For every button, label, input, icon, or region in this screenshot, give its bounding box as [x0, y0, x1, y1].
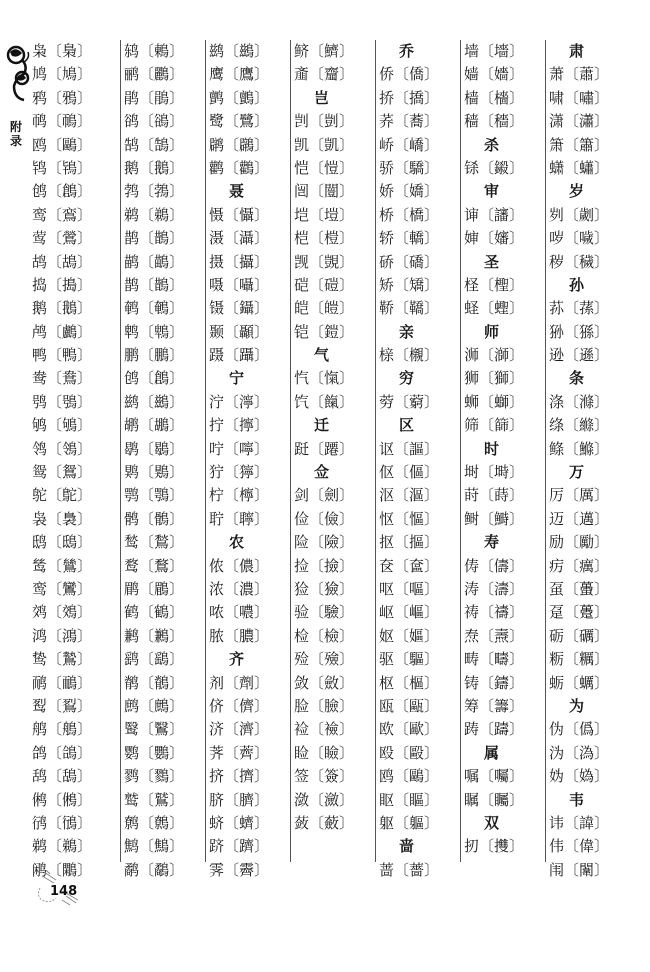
- character-entry: 嗫〔囁〕: [209, 275, 270, 294]
- character-entry: 伛〔傴〕: [379, 463, 440, 482]
- character-entry: 鲥〔鰣〕: [464, 509, 525, 528]
- decorative-scroll-ornament-icon: [4, 44, 34, 106]
- character-entry: 鸮〔鴞〕: [32, 392, 93, 411]
- character-entry: 蹑〔躡〕: [209, 346, 270, 365]
- character-entry: 鹦〔鸚〕: [124, 743, 185, 762]
- character-entry: 侨〔僑〕: [379, 65, 440, 84]
- character-entry: 枢〔樞〕: [379, 673, 440, 692]
- character-entry: 签〔簽〕: [294, 767, 355, 786]
- character-entry: 欧〔歐〕: [379, 720, 440, 739]
- character-entry: 鹎〔鵯〕: [124, 322, 185, 341]
- character-entry: 铩〔鎩〕: [464, 158, 525, 177]
- character-entry: 莺〔鶯〕: [32, 229, 93, 248]
- character-table: [32, 40, 630, 879]
- page-number: 148: [50, 884, 78, 899]
- character-entry: 桤〔榿〕: [294, 229, 355, 248]
- column-7: [545, 40, 630, 879]
- character-entry: 鹭〔鷺〕: [209, 112, 270, 131]
- character-entry: 觊〔覬〕: [294, 252, 355, 271]
- character-entry: 鹡〔鶺〕: [124, 673, 185, 692]
- character-entry: 凯〔凱〕: [294, 135, 355, 154]
- component-heading: 属: [484, 743, 500, 762]
- character-entry: 闱〔闈〕: [549, 860, 610, 879]
- character-entry: 蟏〔蠨〕: [549, 158, 610, 177]
- character-entry: 萧〔蕭〕: [549, 65, 610, 84]
- character-entry: 鹖〔鶡〕: [124, 439, 185, 458]
- character-entry: 鸨〔鴇〕: [32, 158, 93, 177]
- character-entry: 鹥〔鷖〕: [124, 720, 185, 739]
- character-entry: 鹈〔鵜〕: [124, 205, 185, 224]
- character-entry: 鹯〔鸇〕: [209, 88, 270, 107]
- component-heading: 迁: [314, 416, 330, 435]
- component-heading: 农: [229, 533, 245, 552]
- character-entry: 迈〔邁〕: [549, 509, 610, 528]
- character-entry: 鸰〔鴒〕: [32, 439, 93, 458]
- character-entry: 忾〔愾〕: [294, 369, 355, 388]
- character-entry: 跻〔躋〕: [209, 837, 270, 856]
- character-entry: 哕〔噦〕: [549, 229, 610, 248]
- character-entry: 鹧〔鷓〕: [124, 696, 185, 715]
- component-heading: 双: [484, 813, 500, 832]
- character-entry: 浉〔溮〕: [464, 346, 525, 365]
- character-entry: 裣〔襝〕: [294, 720, 355, 739]
- column-4: [290, 40, 375, 862]
- character-entry: 脐〔臍〕: [209, 790, 270, 809]
- character-entry: 慑〔懾〕: [209, 205, 270, 224]
- character-entry: 聍〔聹〕: [209, 509, 270, 528]
- character-entry: 鹬〔鷸〕: [124, 860, 185, 879]
- character-entry: 拧〔擰〕: [209, 416, 270, 435]
- character-entry: 鹅〔鵝〕: [124, 158, 185, 177]
- character-entry: 闿〔闓〕: [294, 182, 355, 201]
- character-entry: 荪〔蓀〕: [549, 299, 610, 318]
- component-heading: 审: [484, 182, 500, 201]
- component-heading: 区: [399, 416, 415, 435]
- character-entry: 奁〔奩〕: [379, 556, 440, 575]
- character-entry: 嘱〔囑〕: [464, 767, 525, 786]
- component-heading: 肃: [569, 42, 585, 60]
- character-entry: 狞〔獰〕: [209, 463, 270, 482]
- column-2: [120, 40, 205, 879]
- character-entry: 蛳〔螄〕: [464, 392, 525, 411]
- character-entry: 剑〔劍〕: [294, 486, 355, 505]
- character-entry: 袅〔裊〕: [32, 509, 93, 528]
- character-entry: 骄〔驕〕: [379, 158, 440, 177]
- character-entry: 鸻〔鴴〕: [32, 813, 93, 832]
- character-entry: 滠〔灄〕: [209, 229, 270, 248]
- character-entry: 鹚〔鷀〕: [124, 392, 185, 411]
- character-entry: 侪〔儕〕: [209, 696, 270, 715]
- character-entry: 鸥〔鷗〕: [32, 135, 93, 154]
- component-heading: 宁: [229, 369, 245, 388]
- character-entry: 鲚〔鱭〕: [294, 42, 355, 60]
- character-entry: 鸼〔鵃〕: [32, 720, 93, 739]
- column-1: [32, 40, 120, 879]
- character-entry: 险〔險〕: [294, 533, 355, 552]
- character-entry: 蛴〔蠐〕: [209, 813, 270, 832]
- component-heading: 佥: [314, 463, 330, 482]
- character-entry: 讳〔諱〕: [549, 813, 610, 832]
- character-entry: 鹤〔鶴〕: [124, 603, 185, 622]
- character-entry: 泞〔濘〕: [209, 392, 270, 411]
- component-heading: 亲: [399, 322, 415, 341]
- character-entry: 脸〔臉〕: [294, 696, 355, 715]
- character-entry: 霁〔霽〕: [209, 860, 270, 879]
- character-entry: 殓〔殮〕: [294, 650, 355, 669]
- character-entry: 筛〔篩〕: [464, 416, 525, 435]
- character-entry: 沤〔漚〕: [379, 486, 440, 505]
- character-entry: 鸥〔鷗〕: [379, 767, 440, 786]
- character-entry: 硚〔礄〕: [379, 252, 440, 271]
- component-heading: 杀: [484, 135, 500, 154]
- character-entry: 鸳〔鴛〕: [32, 463, 93, 482]
- character-entry: 鸾〔鵉〕: [32, 205, 93, 224]
- character-entry: 鹊〔鵲〕: [124, 229, 185, 248]
- character-entry: 鹚〔鷀〕: [209, 42, 270, 60]
- character-entry: 趸〔躉〕: [549, 603, 610, 622]
- character-entry: 莳〔蒔〕: [464, 486, 525, 505]
- character-entry: 伟〔偉〕: [549, 837, 610, 856]
- character-entry: 抠〔摳〕: [379, 533, 440, 552]
- character-entry: 鲦〔鰷〕: [549, 439, 610, 458]
- character-entry: 䴗〔鶪〕: [124, 463, 185, 482]
- character-entry: 刿〔劌〕: [549, 205, 610, 224]
- character-entry: 疠〔癘〕: [549, 556, 610, 575]
- character-entry: 颞〔顳〕: [209, 322, 270, 341]
- character-entry: 矫〔矯〕: [379, 275, 440, 294]
- character-entry: 踌〔躊〕: [464, 720, 525, 739]
- character-entry: 砺〔礪〕: [549, 626, 610, 645]
- appendix-side-label: 附录: [10, 120, 23, 148]
- character-entry: 俭〔儉〕: [294, 509, 355, 528]
- character-entry: 鸫〔鶇〕: [124, 42, 185, 60]
- component-heading: 气: [314, 346, 330, 365]
- character-entry: 鹛〔鶥〕: [124, 579, 185, 598]
- character-entry: 穑〔穡〕: [464, 112, 525, 131]
- character-entry: 鸧〔鶬〕: [124, 369, 185, 388]
- character-entry: 蛎〔蠣〕: [549, 673, 610, 692]
- component-heading: 齐: [229, 650, 245, 669]
- character-entry: 鸬〔鸕〕: [32, 322, 93, 341]
- character-entry: 侬〔儂〕: [209, 556, 270, 575]
- component-heading: 师: [484, 322, 500, 341]
- character-entry: 鹂〔鸝〕: [124, 65, 185, 84]
- character-entry: 狮〔獅〕: [464, 369, 525, 388]
- character-entry: 鹞〔鷂〕: [124, 650, 185, 669]
- character-entry: 鹋〔鶓〕: [124, 252, 185, 271]
- column-6: [460, 40, 545, 862]
- character-entry: 浓〔濃〕: [209, 579, 270, 598]
- character-entry: 鸯〔鴦〕: [32, 369, 93, 388]
- character-entry: 鹗〔鶚〕: [124, 486, 185, 505]
- character-entry: 俦〔儔〕: [464, 556, 525, 575]
- character-entry: 狲〔猻〕: [549, 322, 610, 341]
- character-entry: 鹫〔鷲〕: [124, 790, 185, 809]
- character-entry: 硙〔磑〕: [294, 275, 355, 294]
- character-entry: 鹜〔鶩〕: [124, 556, 185, 575]
- component-heading: 穷: [399, 369, 415, 388]
- component-heading: 万: [569, 463, 585, 482]
- character-entry: 鸲〔鴝〕: [32, 416, 93, 435]
- character-entry: 睑〔瞼〕: [294, 743, 355, 762]
- character-entry: 䴕〔鴷〕: [32, 696, 93, 715]
- character-entry: 铠〔鎧〕: [294, 322, 355, 341]
- character-entry: 涤〔滌〕: [549, 392, 610, 411]
- character-entry: 鹪〔鷦〕: [124, 837, 185, 856]
- character-entry: 鸺〔鵂〕: [32, 790, 93, 809]
- column-3: [205, 40, 290, 879]
- character-entry: 皑〔皚〕: [294, 299, 355, 318]
- character-entry: 轿〔轎〕: [379, 229, 440, 248]
- component-heading: 寿: [484, 533, 500, 552]
- character-entry: 䴓〔鳾〕: [32, 112, 93, 131]
- character-entry: 剂〔劑〕: [209, 673, 270, 692]
- component-heading: 岁: [569, 182, 585, 201]
- character-entry: 埘〔塒〕: [464, 463, 525, 482]
- component-heading: 韦: [569, 790, 585, 809]
- character-entry: 鹣〔鶼〕: [124, 626, 185, 645]
- character-entry: 鸱〔鴟〕: [32, 533, 93, 552]
- character-entry: 验〔驗〕: [294, 603, 355, 622]
- character-entry: 岖〔嶇〕: [379, 603, 440, 622]
- component-heading: 为: [569, 696, 585, 715]
- character-entry: 筹〔籌〕: [464, 696, 525, 715]
- character-entry: 䓖〔藭〕: [379, 392, 440, 411]
- character-entry: 济〔濟〕: [209, 720, 270, 739]
- character-entry: 瞩〔矚〕: [464, 790, 525, 809]
- character-entry: 剀〔剴〕: [294, 112, 355, 131]
- character-entry: 沩〔溈〕: [549, 743, 610, 762]
- character-entry: 蛏〔蟶〕: [464, 299, 525, 318]
- character-entry: 潇〔瀟〕: [549, 112, 610, 131]
- character-entry: 妫〔媯〕: [549, 767, 610, 786]
- character-entry: 瓯〔甌〕: [379, 696, 440, 715]
- character-entry: 婶〔嬸〕: [464, 229, 525, 248]
- character-entry: 鹨〔鷚〕: [124, 767, 185, 786]
- character-entry: 啸〔嘯〕: [549, 88, 610, 107]
- character-entry: 扨〔㩳〕: [464, 837, 525, 856]
- character-entry: 嫱〔嬙〕: [464, 65, 525, 84]
- character-entry: 虿〔蠆〕: [549, 579, 610, 598]
- character-entry: 䴙〔鸊〕: [209, 135, 270, 154]
- character-entry: 荠〔薺〕: [209, 743, 270, 762]
- character-entry: 饩〔餼〕: [294, 392, 355, 411]
- character-entry: 蔹〔蘞〕: [294, 813, 355, 832]
- component-heading: 孙: [569, 275, 585, 294]
- character-entry: 镊〔鑷〕: [209, 299, 270, 318]
- character-entry: 箫〔簫〕: [549, 135, 610, 154]
- character-entry: 鸪〔鴣〕: [32, 252, 93, 271]
- character-entry: 猃〔獫〕: [294, 579, 355, 598]
- component-heading: 岂: [314, 88, 330, 107]
- character-entry: 鹄〔鵠〕: [124, 135, 185, 154]
- character-entry: 厉〔厲〕: [549, 486, 610, 505]
- character-entry: 垲〔塏〕: [294, 205, 355, 224]
- character-entry: 鹊〔鵲〕: [124, 275, 185, 294]
- character-entry: 怄〔慪〕: [379, 509, 440, 528]
- component-heading: 圣: [484, 252, 500, 271]
- character-entry: 鸶〔鷥〕: [32, 556, 93, 575]
- character-entry: 鹆〔鵒〕: [124, 112, 185, 131]
- character-entry: 捡〔撿〕: [294, 556, 355, 575]
- character-entry: 鹙〔鶖〕: [124, 533, 185, 552]
- character-entry: 鸽〔鴿〕: [32, 743, 93, 762]
- column-5: [375, 40, 460, 879]
- character-entry: 鹩〔鷯〕: [124, 813, 185, 832]
- character-entry: 绦〔縧〕: [549, 416, 610, 435]
- character-entry: 鸸〔鴯〕: [32, 673, 93, 692]
- character-entry: 殴〔毆〕: [379, 743, 440, 762]
- character-entry: 鹇〔鷴〕: [32, 860, 93, 879]
- character-entry: 鸿〔鴻〕: [32, 626, 93, 645]
- character-entry: 榇〔櫬〕: [379, 346, 440, 365]
- character-entry: 鹏〔鵬〕: [124, 346, 185, 365]
- character-entry: 鸭〔鴨〕: [32, 346, 93, 365]
- character-entry: 樯〔檣〕: [464, 88, 525, 107]
- character-entry: 峤〔嶠〕: [379, 135, 440, 154]
- character-entry: 脓〔膿〕: [209, 626, 270, 645]
- character-entry: 枭〔梟〕: [32, 42, 93, 60]
- character-entry: 妪〔嫗〕: [379, 626, 440, 645]
- character-entry: 伪〔僞〕: [549, 720, 610, 739]
- character-entry: 鸹〔鴰〕: [32, 767, 93, 786]
- character-entry: 䴔〔鵁〕: [32, 603, 93, 622]
- component-heading: 乔: [399, 42, 415, 60]
- character-entry: 敛〔斂〕: [294, 673, 355, 692]
- character-entry: 鹕〔鶘〕: [124, 416, 185, 435]
- character-entry: 挤〔擠〕: [209, 767, 270, 786]
- character-entry: 鸾〔鸞〕: [32, 579, 93, 598]
- character-entry: 柠〔檸〕: [209, 486, 270, 505]
- character-entry: 鸦〔鴉〕: [32, 88, 93, 107]
- character-entry: 咛〔嚀〕: [209, 439, 270, 458]
- character-entry: 鸵〔鴕〕: [32, 486, 93, 505]
- character-entry: 跹〔蹮〕: [294, 439, 355, 458]
- character-entry: 恺〔愷〕: [294, 158, 355, 177]
- component-heading: 聂: [229, 182, 245, 201]
- character-entry: 捣〔搗〕: [32, 275, 93, 294]
- character-entry: 摄〔攝〕: [209, 252, 270, 271]
- character-entry: 墙〔墻〕: [464, 42, 525, 60]
- character-entry: 呕〔嘔〕: [379, 579, 440, 598]
- character-entry: 荞〔蕎〕: [379, 112, 440, 131]
- character-entry: 涛〔濤〕: [464, 579, 525, 598]
- character-entry: 齑〔齏〕: [294, 65, 355, 84]
- character-entry: 柽〔檉〕: [464, 275, 525, 294]
- character-entry: 秽〔穢〕: [549, 252, 610, 271]
- character-entry: 驱〔驅〕: [379, 650, 440, 669]
- character-entry: 哝〔噥〕: [209, 603, 270, 622]
- character-entry: 潋〔瀲〕: [294, 790, 355, 809]
- character-entry: 鹌〔鵪〕: [124, 299, 185, 318]
- character-entry: 逊〔遜〕: [549, 346, 610, 365]
- character-entry: 鹁〔鵓〕: [124, 182, 185, 201]
- character-entry: 娇〔嬌〕: [379, 182, 440, 201]
- character-entry: 鹅〔鵝〕: [32, 299, 93, 318]
- character-entry: 鹈〔鵜〕: [32, 837, 93, 856]
- character-entry: 讴〔謳〕: [379, 439, 440, 458]
- character-entry: 励〔勵〕: [549, 533, 610, 552]
- character-entry: 粝〔糲〕: [549, 650, 610, 669]
- component-heading: 时: [484, 439, 500, 458]
- character-entry: 挢〔撟〕: [379, 88, 440, 107]
- character-entry: 祷〔禱〕: [464, 603, 525, 622]
- component-heading: 啬: [399, 837, 415, 856]
- character-entry: 眍〔瞘〕: [379, 790, 440, 809]
- character-entry: 铸〔鑄〕: [464, 673, 525, 692]
- character-entry: 畴〔疇〕: [464, 650, 525, 669]
- character-entry: 鹳〔鸛〕: [209, 158, 270, 177]
- character-entry: 检〔檢〕: [294, 626, 355, 645]
- character-entry: 鸠〔鳩〕: [32, 65, 93, 84]
- component-heading: 条: [569, 369, 585, 388]
- character-entry: 鞒〔鞽〕: [379, 299, 440, 318]
- character-entry: 鹃〔鵑〕: [124, 88, 185, 107]
- character-entry: 鸧〔鶬〕: [32, 182, 93, 201]
- character-entry: 鸷〔鷙〕: [32, 650, 93, 669]
- character-entry: 谉〔讅〕: [464, 205, 525, 224]
- character-entry: 蔷〔薔〕: [379, 860, 440, 879]
- character-entry: 鹘〔鶻〕: [124, 509, 185, 528]
- character-entry: 躯〔軀〕: [379, 813, 440, 832]
- character-entry: 桥〔橋〕: [379, 205, 440, 224]
- character-entry: 焘〔燾〕: [464, 626, 525, 645]
- character-entry: 鹰〔鷹〕: [209, 65, 270, 84]
